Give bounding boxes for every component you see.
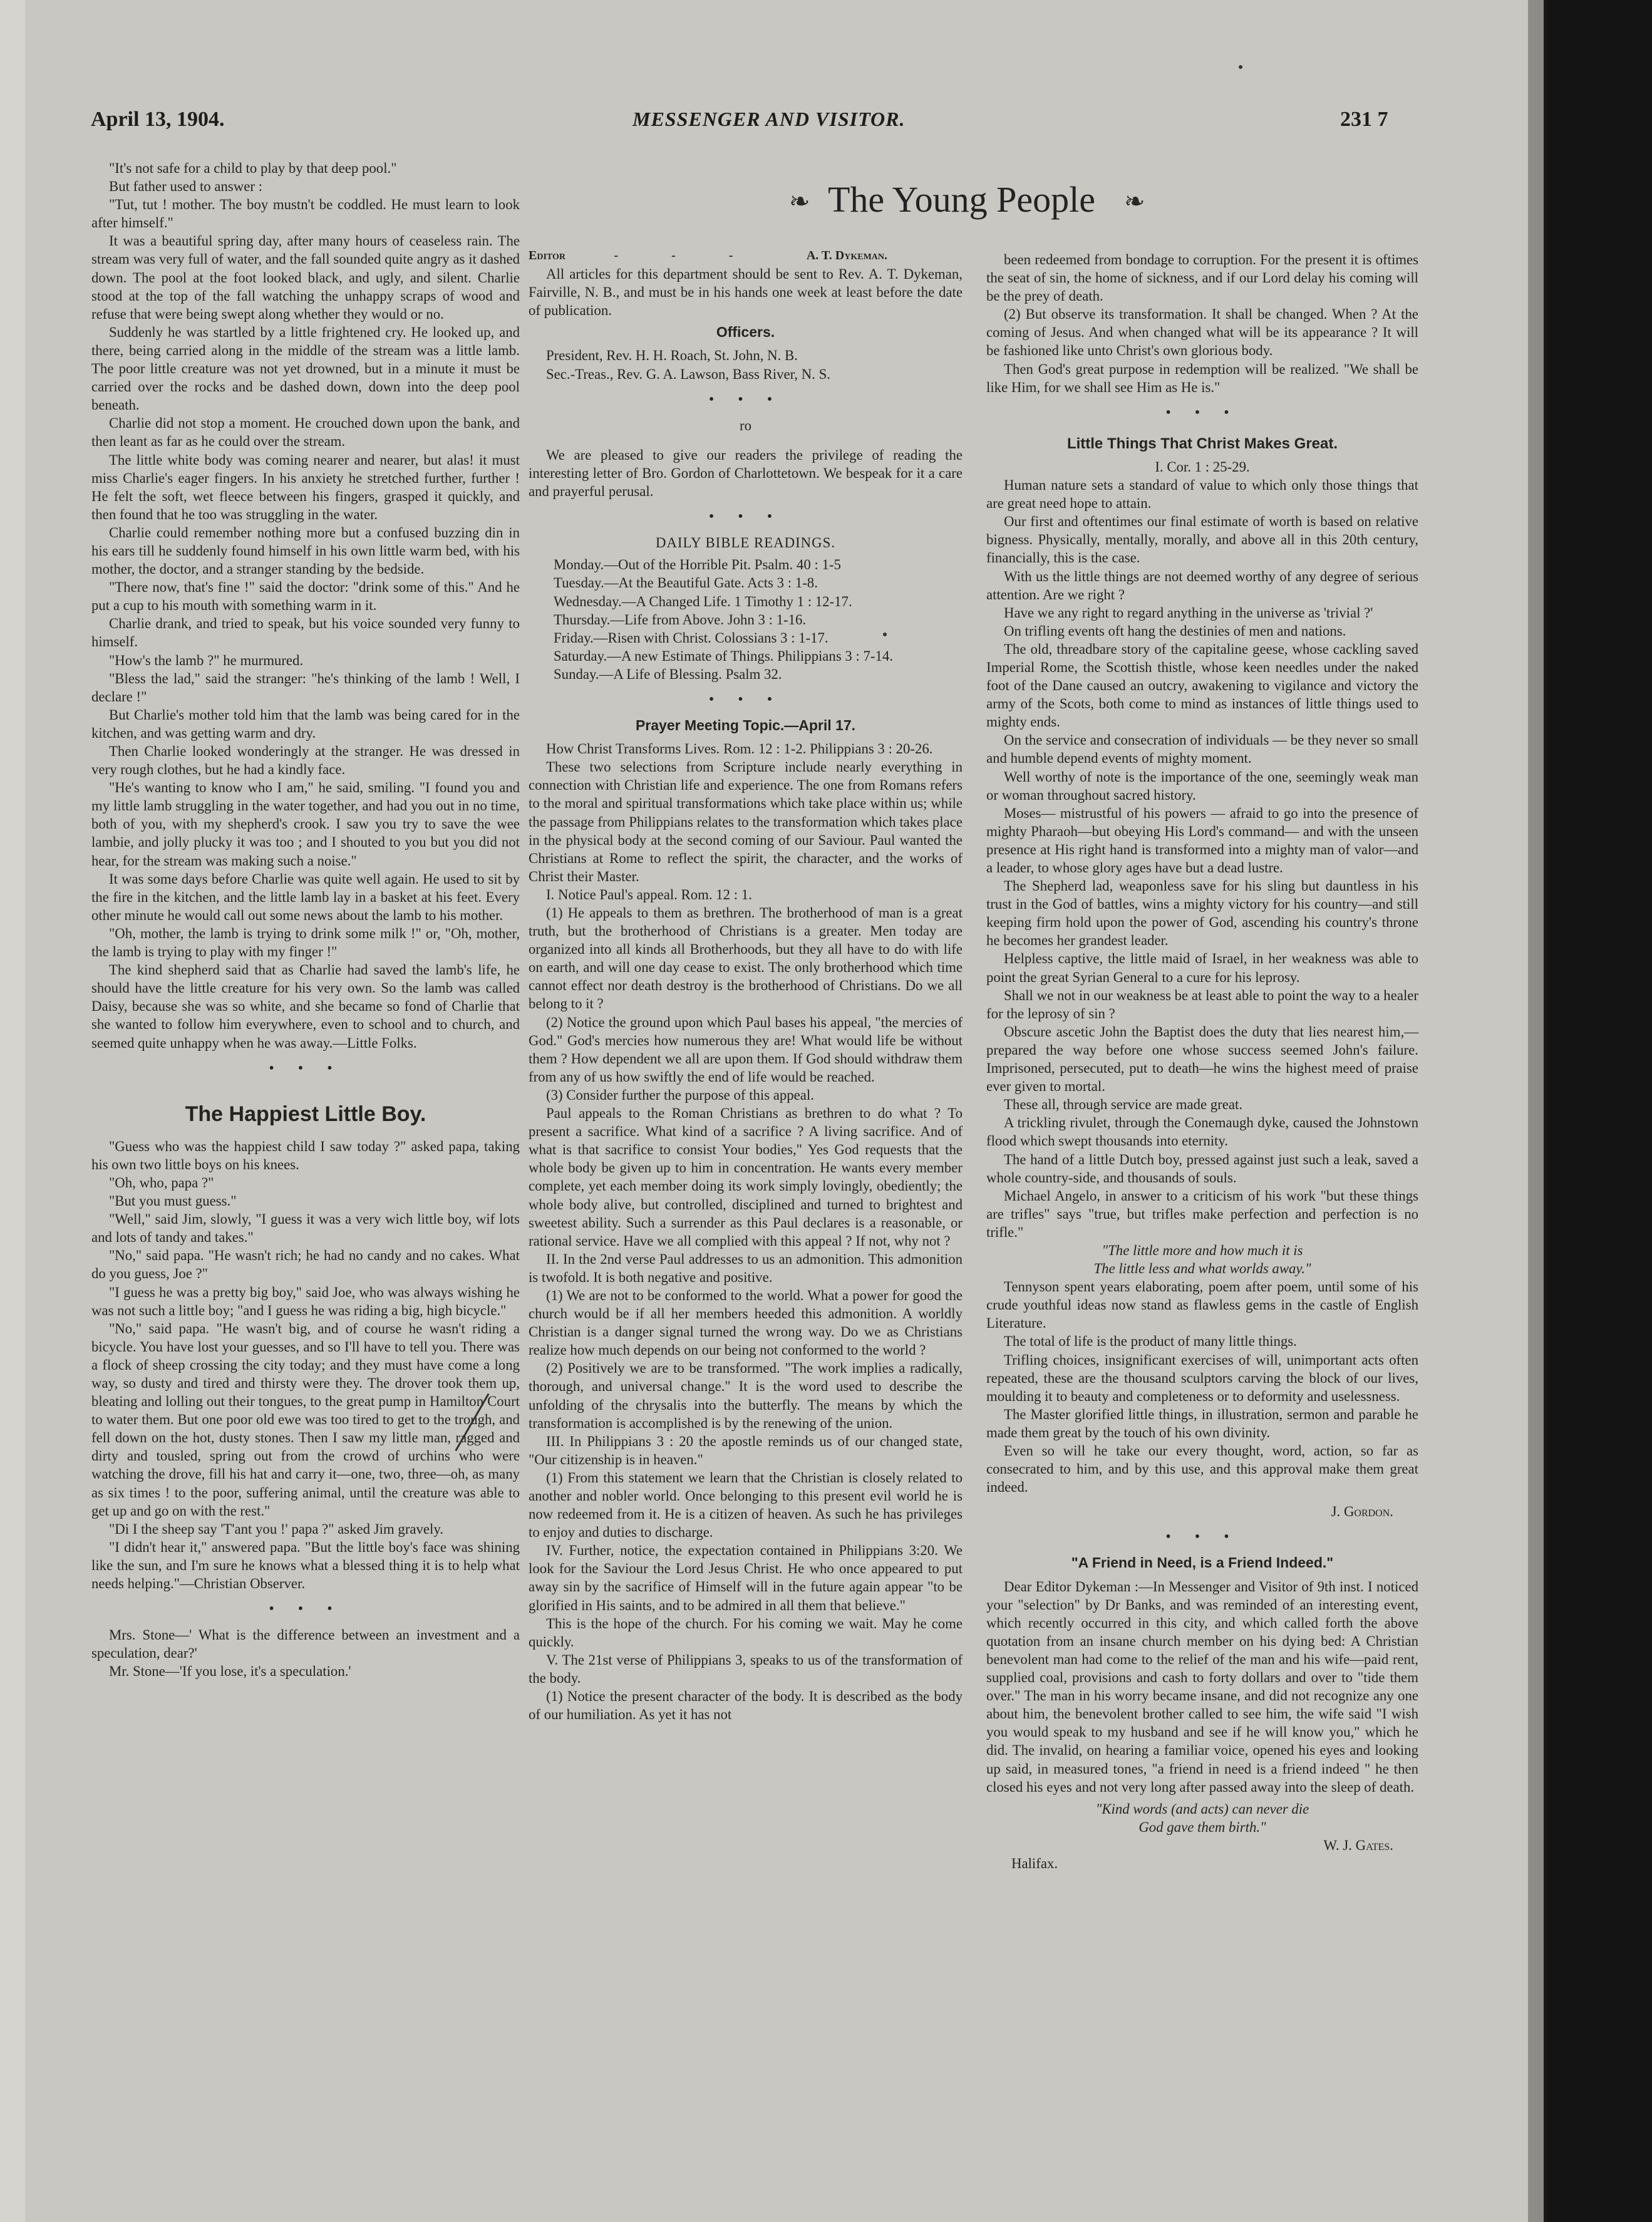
paragraph: Have we any right to regard anything in the universe as 'trivial ?' xyxy=(1004,604,1373,621)
book-spine xyxy=(1547,0,1652,2222)
paragraph: V. The 21st verse of Philippians 3, speaks to us of the transformation of the body. xyxy=(529,1651,963,1686)
paragraph: III. In Philippians 3 : 20 the apostle reminds us of our changed state, "Our citizenship is in heaven." xyxy=(529,1433,963,1467)
column-right xyxy=(986,251,1418,1873)
header-title: MESSENGER AND VISITOR. xyxy=(632,108,906,130)
paragraph: (2) Notice the ground upon which Paul bases his appeal, "the mercies of God." God's mercies how numerous they are! What would life be without them ? How dependent we all are upon them. If God should withdraw them from any of us how swiftly the end of life would be reached. xyxy=(529,1014,963,1085)
paragraph: "He's wanting to know who I am," he said, smiling. "I found you and my little lamb struggling in the water together, and had you out in no time, both of you, with my shepherd's crook. I saw you try to save the wee lambie, and jolly plucky it was too ; and I shouted to you but you did not hear, for the stream was making such a noise." xyxy=(91,780,520,869)
paragraph: "Guess who was the happiest child I saw today ?" asked papa, taking his own two little boys on his knees. xyxy=(91,1138,520,1172)
poem-line: God gave them birth." xyxy=(1138,1819,1266,1835)
header-page-number: 231 7 xyxy=(1340,108,1388,131)
separator-dots: • • • xyxy=(1165,1529,1239,1546)
paragraph: "But you must guess." xyxy=(109,1193,237,1209)
paragraph: "I guess he was a pretty big boy," said Joe, who was always wishing he was not such a little boy; "and I guess he was riding a big, high bicycle." xyxy=(91,1284,520,1318)
section-title: The Young People xyxy=(828,179,1095,220)
place-line: Halifax. xyxy=(1011,1855,1058,1871)
paragraph: Mr. Stone—'If you lose, it's a speculation.' xyxy=(109,1663,351,1680)
separator-dots: • • • xyxy=(708,509,783,525)
paragraph: These two selections from Scripture include nearly everything in connection with Christian life and experience. The one from Romans refers to the moral and spiritual transformations which take place within us; while the passage from Philippians relates to the transformation which takes place in the physical body at the second coming of our Saviour. Paul wanted the Christians at Rome to reflect the spirit, the character, and the works of Christ their Master. xyxy=(529,759,963,884)
paragraph: How Christ Transforms Lives. Rom. 12 : 1-2. Philippians 3 : 20-26. xyxy=(546,741,933,757)
separator-dots: • • • xyxy=(269,1060,343,1077)
editor-line: Editor - - - A. T. Dykeman. xyxy=(529,247,963,265)
ink-speck xyxy=(1239,65,1242,69)
paragraph: (1) He appeals to them as brethren. The brotherhood of man is a great truth, but the brotherhood of Christians is a greater. Men today are organized into all kinds all Brotherhoods, but they all have to do with life on earth, and will one day cease to exist. The only brotherhood which time cannot effect nor death destroy is the brotherhood of Christians. Do we all belong to it ? xyxy=(529,905,963,1012)
paragraph: Dear Editor Dykeman :—In Messenger and Visitor of 9th inst. I noticed your "selection" by Dr Banks, and was reminded of an interesting event, which recently occurred in this city, and which called forth the above quotation from an insane church member on his dying bed: A Christian benevolent man had come to the relief of the man and his wife—paid rent, supplied coal, provisions and cash to forty dollars and over to "tide them over." The man in his worry became insane, and did not recognize any one about him, the benevolent brother called to see him, the wife said "I wish you would speak to my husband and see if he will know you," which he did. The invalid, on hearing a familiar voice, opened his eyes and looking up said, in measured tones, "a friend in need is a friend indeed " he then closed his eyes and not very long after passed away into the sleep of death. xyxy=(986,1578,1418,1795)
page-margin xyxy=(0,0,25,2222)
paragraph: The little white body was coming nearer and nearer, but alas! it must miss Charlie's eager fingers. In his anxiety he stretched further, further ! He felt the soft, wet fleece between his fingers, grasped it quickly, and then found that he too was struggling in the water. xyxy=(91,452,520,522)
continued-text xyxy=(986,251,1418,396)
paragraph: A trickling rivulet, through the Conemaugh dyke, caused the Johnstown flood which swept thousands into eternity. xyxy=(986,1115,1418,1149)
paragraph: Shall we not in our weakness be at least able to point the way to a healer for the leprosy of sin ? xyxy=(986,987,1418,1021)
paragraph: Mrs. Stone—' What is the difference between an investment and a speculation, dear?' xyxy=(91,1627,520,1661)
paragraph: The Master glorified little things, in illustration, sermon and parable he made them great by the touch of his own divinity. xyxy=(986,1406,1418,1440)
reading-line: Wednesday.—A Changed Life. 1 Timothy 1 : 12-17. xyxy=(554,593,852,609)
little-things-text xyxy=(986,476,1418,1241)
friend-heading: "A Friend in Need, is a Friend Indeed." xyxy=(1071,1554,1334,1571)
paragraph: Suddenly he was startled by a little frightened cry. He looked up, and there, being carried along in the middle of the stream was a little lamb. The poor little creature was not yet drowned, but in a minute it must be carried over the rocks and be dashed down, down into the deep pool beneath. xyxy=(91,324,520,413)
separator-dots: • • • xyxy=(269,1601,343,1618)
officer-line: Sec.-Treas., Rev. G. A. Lawson, Bass River, N. S. xyxy=(546,366,830,382)
story-heading: The Happiest Little Boy. xyxy=(185,1102,426,1126)
prayer-topic xyxy=(529,740,963,1723)
fragment-ro: ro xyxy=(740,417,751,433)
paragraph: These all, through service are made great. xyxy=(1004,1097,1243,1113)
poem-line: The little less and what worlds away." xyxy=(1093,1261,1311,1277)
signature-gates: W. J. Gates. xyxy=(1323,1837,1393,1853)
paragraph: Our first and oftentimes our final estimate of worth is based on relative bigness. Physically, mentally, morally, and above all in this 20th century, financially, this is the case. xyxy=(986,514,1418,566)
paragraph: IV. Further, notice, the expectation contained in Philippians 3:20. We look for the Saviour the Lord Jesus Christ. He who once appeared to put away sin by the sacrifice of Himself will in the future again appear "to be glorified in His saints, and to be admired in all them that believe." xyxy=(529,1542,963,1613)
paragraph: It was some days before Charlie was quite well again. He used to sit by the fire in the kitchen, and the little lamb lay in a basket at his feet. Every other minute he would call out some news about the lamb to his mother. xyxy=(91,871,520,923)
paragraph: The total of life is the product of many little things. xyxy=(1004,1333,1297,1350)
paragraph: (1) We are not to be conformed to the world. What a power for good the church would be if all her members heeded this admonition. A worldly Christian is a danger signal turned the wrong way. Do we as Christians realize how much depends on our being not conformed to the world ? xyxy=(529,1287,963,1358)
paragraph: "Oh, mother, the lamb is trying to drink some milk !" or, "Oh, mother, the lamb is trying to play with my finger !" xyxy=(91,925,520,960)
reading-line: Monday.—Out of the Horrible Pit. Psalm. 40 : 1-5 xyxy=(554,557,841,573)
story-lamb xyxy=(91,159,520,1052)
officers-list xyxy=(529,346,963,383)
paragraph: But Charlie's mother told him that the lamb was being cared for in the kitchen, and was getting warm and dry. xyxy=(91,706,520,741)
paragraph: Even so will he take our every thought, word, action, so far as consecrated to him, and by this use, and this approval make them great indeed. xyxy=(986,1443,1418,1496)
editor-label: Editor xyxy=(529,249,565,262)
paragraph: The Shepherd lad, weaponless save for his sling but dauntless in his trust in the God of battles, wins a mighty victory for his country—and still keeping firm hold upon the power of God, ascending his country's throne he becomes her grandest leader. xyxy=(986,878,1418,949)
ink-speck xyxy=(883,633,887,636)
poem-quote xyxy=(986,1241,1418,1278)
paragraph: (2) But observe its transformation. It shall be changed. When ? At the coming of Jesus. And when changed what will be its appearance ? It will be fashioned like unto Christ's own glorious body. xyxy=(986,306,1418,359)
paragraph: "No," said papa. "He wasn't big, and of course he wasn't riding a bicycle. You have lost your guesses, and so I'll have to tell you. There was a flock of sheep crossing the city today; and they must have come a long way, so dusty and tired and thirsty were they. The drover took them up, bleating and lolling out their tongues, to the great pump in Hamilton Court to water them. But one poor old ewe was too tired to get to the trough, and fell down on the hot, dusty stones. Then I saw my little man, ragged and dirty and tousled, spring out from the crowd of urchins who were watching the drove, fill his hat and carry it—one, two, three—oh, as many as six times ! to the poor, suffering animal, until the creature was able to get up and go on with the rest." xyxy=(91,1320,520,1519)
paragraph: (3) Consider further the purpose of this appeal. xyxy=(546,1087,814,1103)
prayer-heading: Prayer Meeting Topic.—April 17. xyxy=(635,717,856,734)
paragraph: "Tut, tut ! mother. The boy mustn't be coddled. He must learn to look after himself." xyxy=(91,197,520,231)
paragraph: It was a beautiful spring day, after many hours of ceaseless rain. The stream was very full of water, and the fall sounded quite angry as it dashed down. The pool at the foot looked black, and ugly, and silent. Charlie stood at the top of the fall watching the unhappy scraps of wood and refuse that were being swept along whether they would or no. xyxy=(91,233,520,322)
paragraph: "No," said papa. "He wasn't rich; he had no candy and no cakes. What do you guess, Joe ?" xyxy=(91,1248,520,1282)
officers-heading: Officers. xyxy=(716,324,775,341)
reading-line: Thursday.—Life from Above. John 3 : 1-16. xyxy=(554,611,807,628)
signature-gordon: J. Gordon. xyxy=(1331,1504,1393,1520)
paragraph: With us the little things are not deemed worthy of any degree of serious attention. Are we right ? xyxy=(986,568,1418,602)
poem-line: "Kind words (and acts) can never die xyxy=(1095,1801,1309,1817)
column-middle xyxy=(529,197,963,1723)
little-things-text-2 xyxy=(986,1278,1418,1496)
paragraph: "Well," said Jim, slowly, "I guess it was a very wich little boy, wif lots and lots of tandy and takes." xyxy=(91,1211,520,1246)
paragraph: (2) Positively we are to be transformed. "The work implies a radically, thorough, and universal change." It is the word used to describe the unfolding of the chrysalis into the butterfly. The means by which the transformation is accomplished is by the renewing of the union. xyxy=(529,1360,963,1431)
paragraph: Moses— mistrustful of his powers — afraid to go into the presence of mighty Pharaoh—but obeying His Lord's command— and with the unseen presence at His right hand is transformed into a mighty man of valor—and a leader, to whose glory ages have but a dead lustre. xyxy=(986,805,1418,876)
paragraph: (1) From this statement we learn that the Christian is closely related to another and nobler world. Once belonging to this present evil world he is now redeemed from it. He is a citizen of heaven. As such he has privileges to enjoy and duties to discharge. xyxy=(529,1469,963,1541)
editor-name: A. T. Dykeman. xyxy=(806,249,887,262)
paragraph: II. In the 2nd verse Paul addresses to us an admonition. This admonition is twofold. It is both negative and positive. xyxy=(529,1251,963,1285)
story-happiest-boy xyxy=(91,1137,520,1593)
paragraph: "There now, that's fine !" said the doctor: "drink some of this." And he put a cup to his mouth with something warm in it. xyxy=(91,579,520,614)
paper-edge xyxy=(1528,0,1544,2222)
paragraph: Charlie drank, and tried to speak, but his voice sounded very funny to himself. xyxy=(91,616,520,650)
paragraph: On trifling events oft hang the destinies of men and nations. xyxy=(1004,623,1346,639)
letter-note: We are pleased to give our readers the privilege of reading the interesting letter of Bro. Gordon of Charlottetown. We bespeak for it a care and prayerful perusal. xyxy=(529,447,963,500)
paragraph: "Oh, who, papa ?" xyxy=(109,1174,214,1191)
paragraph: Helpless captive, the little maid of Israel, in her weakness was able to point the great Syrian General to a cure for his leprosy. xyxy=(986,951,1418,985)
reading-line: Friday.—Risen with Christ. Colossians 3 : 1-17. xyxy=(554,629,829,646)
paragraph: Paul appeals to the Roman Christians as brethren to do what ? To present a sacrifice. What kind of a sacrifice ? A living sacrifice. And of what is that sacrifice to consist Your bodies," Yes God requests that the whole body be given up to him in concentration. He wants every member complete, yet each member doing its work simply lovingly, obediently; the whole body alive, but controlled, disciplined and turned to brightest and sweetest ability. Such a surrender as this Paul declares is a reasonable, or rational service. Have we all complied with this appeal ? If not, why not ? xyxy=(529,1105,963,1249)
paragraph: Trifling choices, insignificant exercises of will, unimportant acts often repeated, these are the thousand sculptors carving the block of our lives, moulding it to beauty and completeness or to deformity and uselessness. xyxy=(986,1351,1418,1404)
paragraph: The kind shepherd said that as Charlie had saved the lamb's life, he should have the little creature for his very own. So the lamb was called Daisy, because she was so white, and she became so fond of Charlie that she wanted to follow him everywhere, even to school and to church, and seemed quite unhappy when he was away.—Little Folks. xyxy=(91,962,520,1051)
paragraph: Obscure ascetic John the Baptist does the duty that lies nearest him,—prepared the way before one whose success seemed John's failure. Imprisoned, persecuted, put to death—he wins the highest meed of praise ever given to mortal. xyxy=(986,1023,1418,1095)
paragraph: But father used to answer : xyxy=(109,178,262,195)
readings-heading: DAILY BIBLE READINGS. xyxy=(656,535,835,551)
paragraph: "It's not safe for a child to play by that deep pool." xyxy=(109,160,397,176)
fleuron-left-icon: ❧ xyxy=(789,187,810,215)
poem-line: "The little more and how much it is xyxy=(1102,1242,1303,1258)
paragraph: "Di I the sheep say 'T'ant you !' papa ?" asked Jim gravely. xyxy=(109,1521,443,1537)
paragraph: The hand of a little Dutch boy, pressed against just such a leak, saved a whole country-side, and thousands of souls. xyxy=(986,1151,1418,1186)
paragraph: "Bless the lad," said the stranger: "he's thinking of the lamb ! Well, I declare !" xyxy=(91,670,520,705)
paragraph: been redeemed from bondage to corruption. For the present it is oftimes the seat of sin, the home of sickness, and if our Lord delay his coming will be the prey of death. xyxy=(986,252,1418,304)
paragraph: (1) Notice the present character of the body. It is described as the body of our humiliation. As yet it has not xyxy=(529,1688,963,1723)
paragraph: "I didn't hear it," answered papa. "But the little boy's face was shining like the sun, and I'm sure he knows what a blessed thing it is to help what needs helping."—Christian Observer. xyxy=(91,1539,520,1592)
paragraph: Michael Angelo, in answer to a criticism of his work "but these things are trifles" says "true, but trifles make perfection and perfection is no trifle." xyxy=(986,1187,1418,1240)
paragraph: Well worthy of note is the importance of the one, seemingly weak man or woman throughout sacred history. xyxy=(986,768,1418,803)
separator-dots: • • • xyxy=(708,391,783,408)
paragraph: On the service and consecration of individuals — be they never so small and humble depend events of mighty moment. xyxy=(986,732,1418,767)
paragraph: This is the hope of the church. For his coming we wait. May he come quickly. xyxy=(529,1615,963,1650)
little-things-ref: I. Cor. 1 : 25-29. xyxy=(1155,458,1250,475)
reading-line: Tuesday.—At the Beautiful Gate. Acts 3 : 1-8. xyxy=(554,575,818,591)
little-things-heading: Little Things That Christ Makes Great. xyxy=(1066,435,1338,452)
paragraph: Then God's great purpose in redemption will be realized. "We shall be like Him, for we shall see Him as He is." xyxy=(986,361,1418,395)
separator-dots: • • • xyxy=(708,691,783,708)
paragraph: Charlie could remember nothing more but a confused buzzing din in his ears till he suddenly found himself in his own little warm bed, with his mother, the doctor, and a stranger standing by the bedside. xyxy=(91,524,520,577)
intro-text: All articles for this department should be sent to Rev. A. T. Dykeman, Fairville, N. B., and must be in his hands one week at least before the date of publication. xyxy=(529,266,963,319)
paragraph: I. Notice Paul's appeal. Rom. 12 : 1. xyxy=(546,886,752,902)
paragraph: "How's the lamb ?" he murmured. xyxy=(109,652,304,668)
poem-quote-2 xyxy=(986,1800,1418,1836)
reading-line: Saturday.—A new Estimate of Things. Philippians 3 : 7-14. xyxy=(554,648,894,664)
officer-line: President, Rev. H. H. Roach, St. John, N. B. xyxy=(546,348,798,364)
reading-line: Sunday.—A Life of Blessing. Psalm 32. xyxy=(554,666,782,682)
paragraph: The old, threadbare story of the capitaline geese, whose cackling saved Imperial Rome, the Scottish thistle, whose keen needles under the naked foot of the Dane caused an outcry, awakening to vigilance and victory the army of the Scots, both come to mind as instances of little things used to mighty ends. xyxy=(986,641,1418,730)
header-date: April 13, 1904. xyxy=(91,108,225,131)
friend-letter xyxy=(986,1578,1418,1796)
paragraph: Tennyson spent years elaborating, poem after poem, until some of his crude youthful ideas now stand as flawless gems in the castle of English Literature. xyxy=(986,1279,1418,1331)
column-left xyxy=(91,159,520,1681)
paragraph: Then Charlie looked wonderingly at the stranger. He was dressed in very rough clothes, but he had a kindly face. xyxy=(91,743,520,778)
separator-dots: • • • xyxy=(1165,404,1239,421)
fleuron-right-icon: ❧ xyxy=(1124,187,1145,215)
paragraph: Human nature sets a standard of value to which only those things that are great need hope to attain. xyxy=(986,477,1418,512)
joke xyxy=(91,1626,520,1680)
paragraph: Charlie did not stop a moment. He crouched down upon the bank, and then leant as far as he could over the stream. xyxy=(91,415,520,450)
readings-list xyxy=(529,556,963,683)
